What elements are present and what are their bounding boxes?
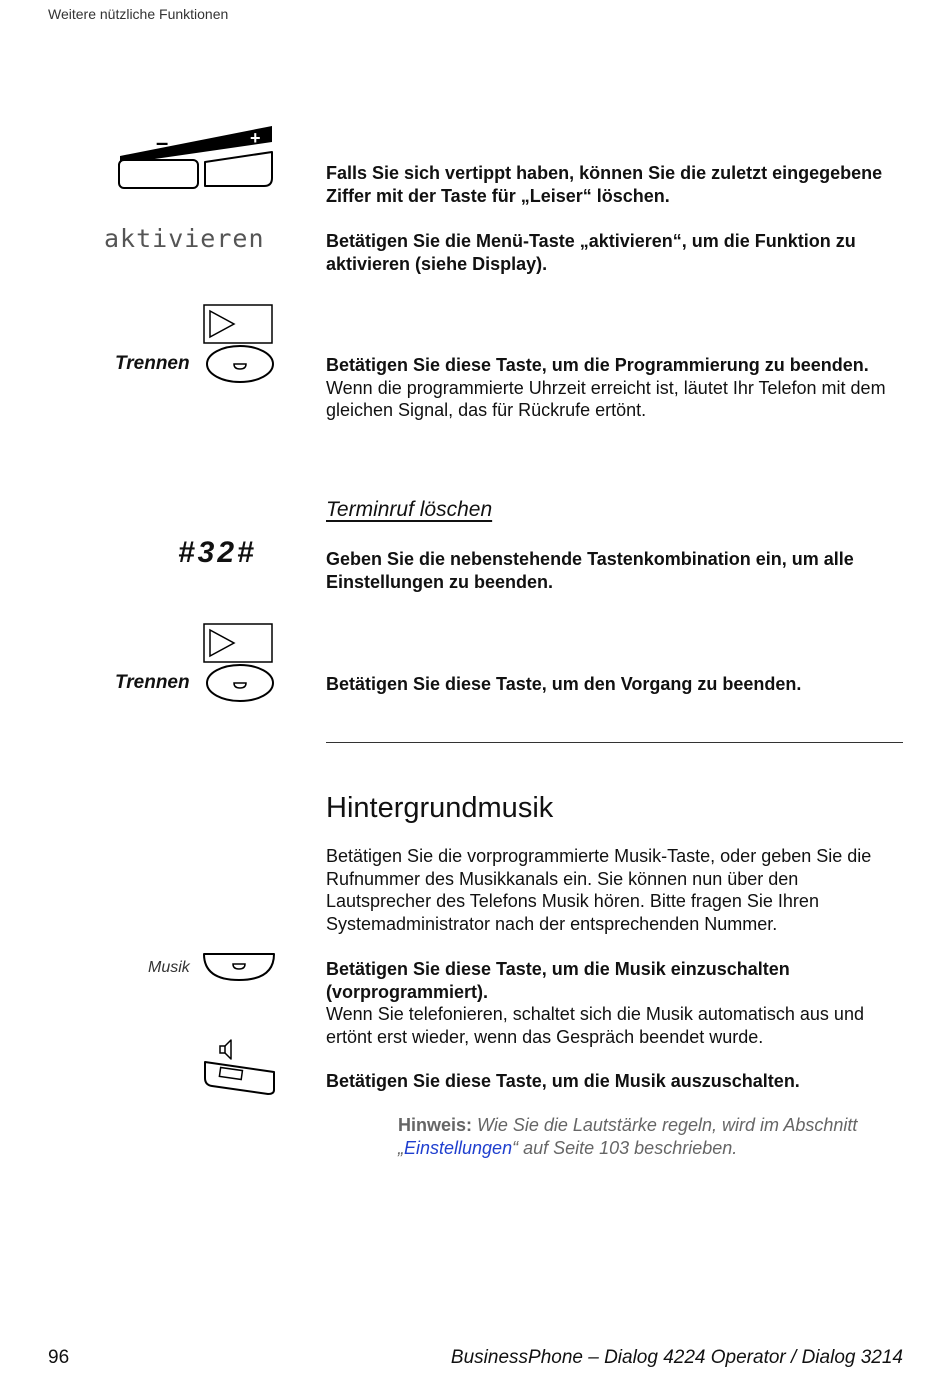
hint-text: Wie Sie die Lautstärke regeln, wird im Abschnitt „	[398, 1115, 858, 1158]
step-end-process: Betätigen Sie diese Taste, um den Vorgang zu beenden.	[326, 674, 802, 694]
svg-text:+: +	[250, 128, 261, 148]
key-label-trennen: Trennen	[115, 353, 190, 374]
step-enter-code: Geben Sie die nebenstehende Tastenkombination ein, um alle Einstellungen zu beenden.	[326, 549, 854, 592]
svg-text:–: –	[156, 130, 169, 155]
step-music-off: Betätigen Sie diese Taste, um die Musik auszuschalten.	[326, 1071, 800, 1091]
hint-label: Hinweis:	[398, 1115, 473, 1135]
disconnect-key-icon	[202, 622, 276, 706]
running-header: Weitere nützliche Funktionen	[48, 6, 229, 22]
step-end-programming	[326, 354, 906, 422]
section-title: Hintergrundmusik	[326, 792, 554, 824]
page-number: 96	[48, 1347, 70, 1368]
settings-link[interactable]: Einstellungen	[404, 1137, 513, 1158]
display-softkey-label: aktivieren	[104, 224, 265, 253]
section-divider	[326, 742, 903, 743]
step-end-programming-instruction: Betätigen Sie diese Taste, um die Programmierung zu beenden.	[326, 355, 869, 375]
footer-title: BusinessPhone – Dialog 4224 Operator / Dialog 3214	[450, 1347, 903, 1368]
step-music-on-info: Wenn Sie telefonieren, schaltet sich die Musik automatisch aus und ertönt erst wieder, wenn das Gespräch beendet wurde.	[326, 1004, 864, 1047]
step-music-on-instruction: Betätigen Sie diese Taste, um die Musik einzuschalten (vorprogrammiert).	[326, 959, 790, 1002]
step-delete-digit: Falls Sie sich vertippt haben, können Sie die zuletzt eingegebene Ziffer mit der Taste für „Leiser“ löschen.	[326, 163, 883, 206]
section-intro: Betätigen Sie die vorprogrammierte Musik-Taste, oder geben Sie die Rufnummer des Musikkanals ein. Sie können nun über den Lautsprecher des Telefons Musik hören. Bitte fragen Sie Ihren Systemadministrator nach der entsprechenden Nummer.	[326, 846, 872, 934]
speaker-key-icon	[202, 1036, 280, 1098]
key-code: #32#	[178, 536, 257, 569]
step-music-on	[326, 958, 906, 1048]
volume-keys-icon	[116, 120, 278, 192]
hint-note	[398, 1114, 903, 1159]
key-label-trennen: Trennen	[115, 672, 190, 693]
step-end-programming-info: Wenn die programmierte Uhrzeit erreicht ist, läutet Ihr Telefon mit dem gleichen Signal, das für Rückrufe ertönt.	[326, 377, 886, 420]
step-activate: Betätigen Sie die Menü-Taste „aktivieren“, um die Funktion zu aktivieren (siehe Display).	[326, 231, 856, 274]
hint-text-end: “ auf Seite 103 beschrieben.	[512, 1137, 738, 1158]
subheading-terminruf: Terminruf löschen	[326, 498, 493, 521]
music-key-icon	[200, 950, 278, 984]
key-label-musik: Musik	[148, 959, 190, 976]
disconnect-key-icon	[202, 303, 276, 387]
